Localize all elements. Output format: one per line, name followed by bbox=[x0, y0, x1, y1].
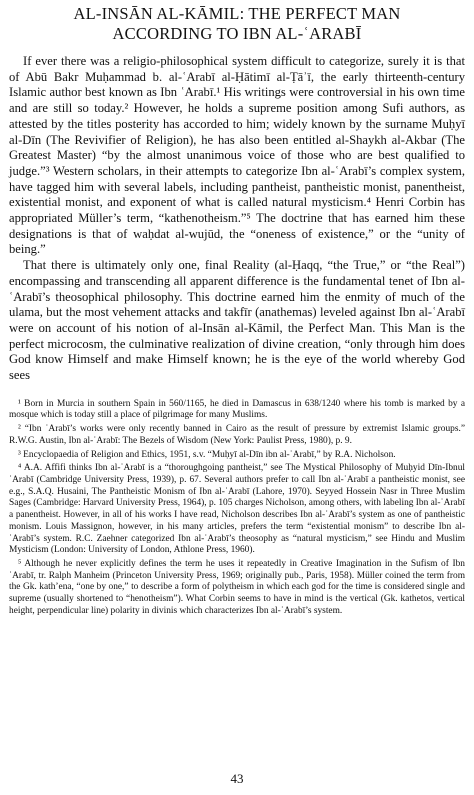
footnote-3: ³ Encyclopaedia of Religion and Ethics, 1951, s.v. “Muḥyī al-Dīn ibn al-ʿArabī,” by R.A. Nicholson. bbox=[18, 449, 396, 460]
chapter-title bbox=[9, 4, 465, 44]
paragraph-2: That there is ultimately only one, final Reality (al-Ḥaqq, “the True,” or “the Real”) encompassing and transcending all apparent difference is the fundamental tenet of Ibn al-ʿArabī’s theosophical philosophy. This doctrine earned him the enmity of much of the ulama, but the most vehement attacks and takfīr (anathemas) leveled against Ibn al-ʿArabī were on account of his notion of al-Insān al-Kāmil, the Perfect Man. This Man is the perfect microcosm, the culminative realization of divine creation, “only through him does God know Himself and make Himself known; he is the eye of the world whereby God sees bbox=[9, 258, 465, 383]
footnote-2: ² “Ibn ʿArabī’s works were only recently banned in Cairo as the result of pressure by extremist Islamic groups.” R.W.G. Austin, Ibn al-ʿArabī: The Bezels of Wisdom (New York: Paulist Press, 1980), p. 9. bbox=[9, 424, 465, 446]
footnote-5: ⁵ Although he never explicitly defines the term he uses it repeatedly in Creative Imagination in the Sufism of Ibn ʿArabī, tr. Ralph Manheim (Princeton University Press, 1969; originally pub., Paris, 1958). Müller coined the term from the Gk. kath’ena, “one by one,” to describe a form of polytheism in which each god for the time is considered single and supreme (usually shortened to “henotheism”). What Corbin seems to have in mind is the vertical (Gk. kathetos, vertical height, perpendicular line) polarity in divinis which characterizes Ibn al-ʿArabī’s system. bbox=[9, 558, 465, 616]
footnote-4: ⁴ A.A. Affifi thinks Ibn al-ʿArabī is a “thoroughgoing pantheist,” see The Mystical Philosophy of Muḥyid Dīn-Ibnul ʿArabī (Cambridge University Press, 1939), p. 67. Several authors prefer to call Ibn al-ʿArabī a pantheistic monist, see e.g., S.A.Q. Husaini, The Pantheistic Monism of Ibn al-ʿArabī (Lahore, 1970). Seyyed Hossein Nasr in Three Muslim Sages (Cambridge: Harvard University Press, 1964), p. 105 charges Nicholson, among others, with labeling Ibn al-ʿArabī a panentheist. However, in all of his works I have read, Nicholson describes Ibn al-ʿArabī’s system as one of pantheistic monism. Louis Massignon, however, in his many articles, prefers the term “existential monism” to describe Ibn al-ʿArabī’s system. R.C. Zaehner categorized Ibn al-ʿArabī’s theosophy as “natural mysticism,” see Hindu and Muslim Mysticism (London: University of London, Athlone Press, 1960). bbox=[9, 463, 465, 556]
chapter-title-line-2: ACCORDING TO IBN AL-ʿARABĪ bbox=[112, 24, 362, 43]
footnote-1: ¹ Born in Murcia in southern Spain in 560/1165, he died in Damascus in 638/1240 where his tomb is marked by a mosque which is today still a place of pilgrimage for many Muslims. bbox=[9, 398, 465, 421]
page-number: 43 bbox=[230, 771, 244, 786]
footnotes bbox=[9, 399, 465, 618]
chapter-title-line-1: AL-INSĀN AL-KĀMIL: THE PERFECT MAN bbox=[73, 4, 401, 23]
paragraph-1: If ever there was a religio-philosophical system difficult to categorize, surely it is that of Abū Bakr Muḥammad b. al-ʿArabī al-Ḥātimī al-Ṭāʾī, the early thirteenth-century Islamic author best known as Ibn ʿArabī.¹ His writings were controversial in his own time and are still so today.² However, he holds a supreme position among Sufi authors, as attested by the titles posterity has accorded to him; widely known by the surname Muḥyī al-Dīn (The Revivifier of Religion), he has also been entitled al-Shaykh al-Akbar (The Greatest Master) “by the almost unanimous voice of those who are best qualified to judge.”³ Western scholars, in their attempts to categorize Ibn al-ʿArabī’s complex system, have tagged him with several labels, including pantheist, pantheistic monist, panentheist, existential monist, and exponent of what is called natural mysticism.⁴ Henri Corbin has appropriated Müller’s term, “kathenotheism.”⁵ The doctrine that has earned him these designations is that of waḥdat al-wujūd, the “oneness of existence,” or the “unity of being.” bbox=[9, 54, 465, 257]
main-text bbox=[9, 54, 465, 384]
